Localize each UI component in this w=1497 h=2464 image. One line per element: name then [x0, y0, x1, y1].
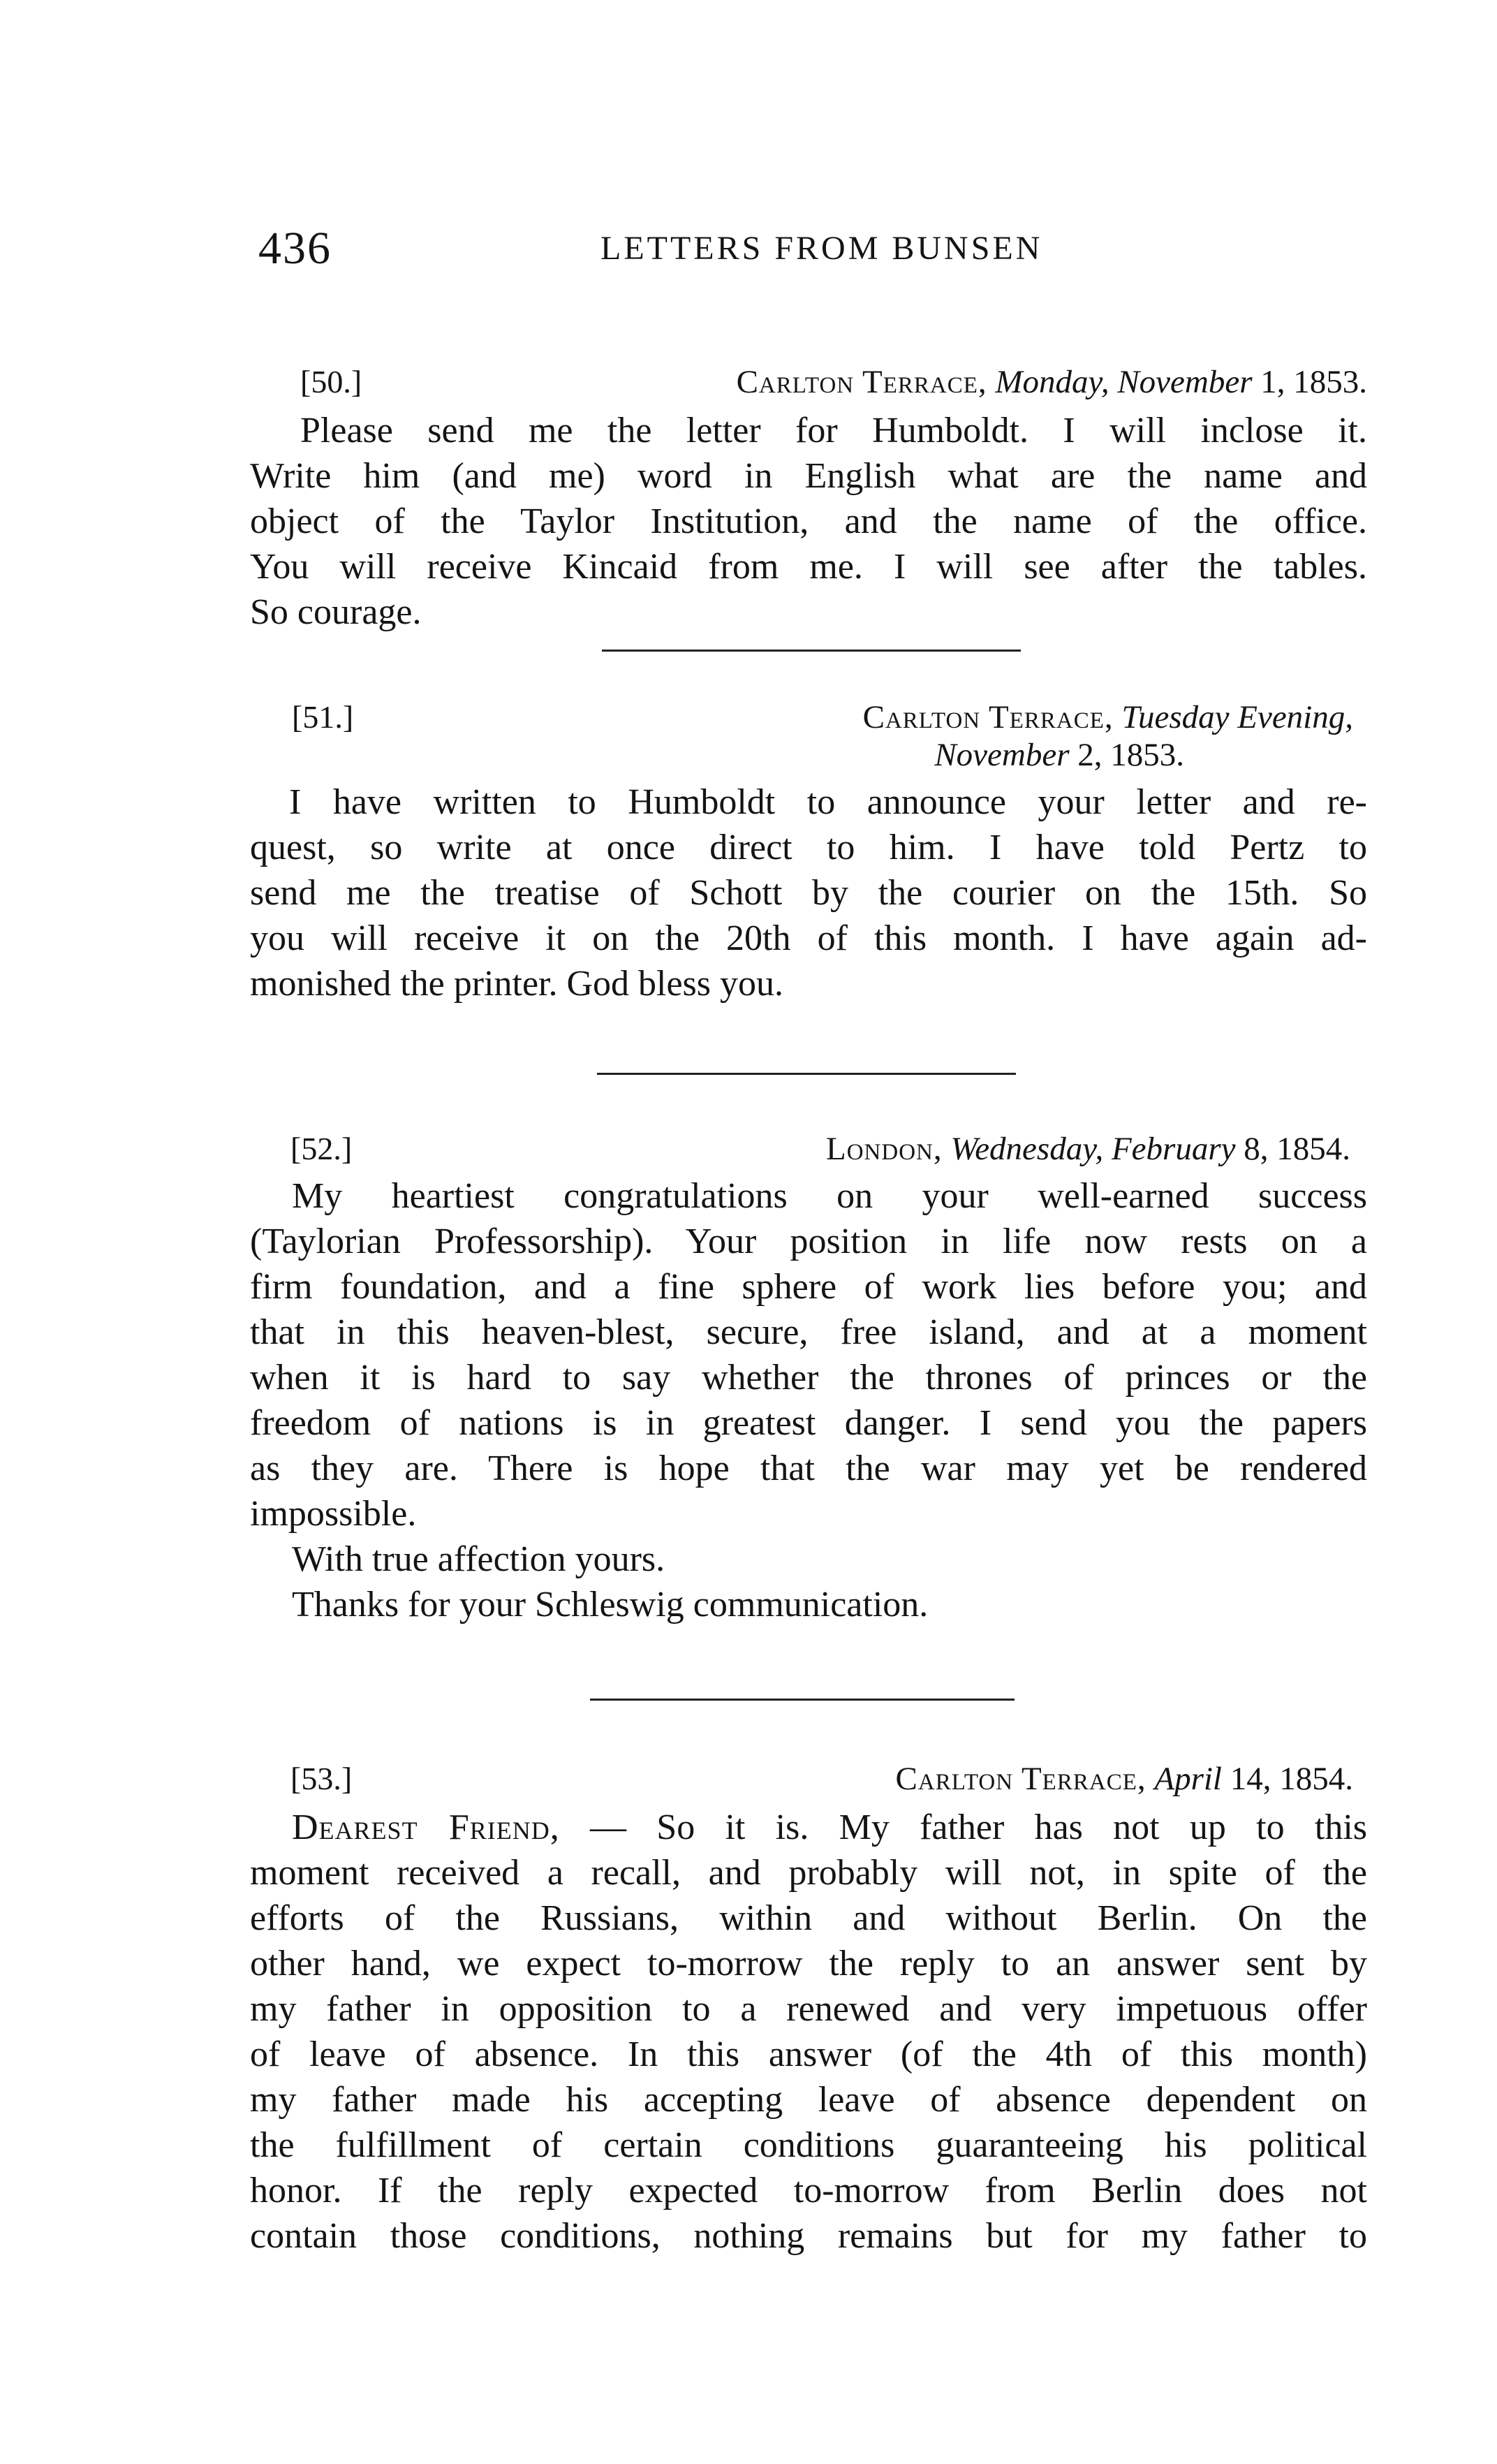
body-line: you will receive it on the 20th of this month. I have again ad- [250, 918, 1367, 958]
body-line: (Taylorian Professorship). Your position in life now rests on a [250, 1222, 1367, 1261]
body-line: monished the printer. God bless you. [250, 964, 784, 1004]
place-name: Carlton Terrace, [862, 699, 1114, 735]
salutation: Dearest Friend, [292, 1807, 560, 1847]
letter-header [250, 1760, 1367, 1809]
body-line: freedom of nations is in greatest danger. I send you the papers [250, 1403, 1367, 1443]
letter-number: [50.] [300, 364, 362, 399]
section-rule [590, 1699, 1015, 1701]
letter-dateline [863, 698, 1353, 736]
body-line: as they are. There is hope that the war may yet be rendered [250, 1449, 1367, 1488]
date-text: Tuesday Evening, [1121, 699, 1353, 735]
place-name: London, [825, 1131, 943, 1167]
body-line: quest, so write at once direct to him. I have told Pertz to [250, 828, 1367, 867]
postscript-line: Thanks for your Schleswig communication. [292, 1585, 929, 1625]
body-line: firm foundation, and a fine sphere of work lies before you; and [250, 1267, 1367, 1307]
letter-52 [250, 1130, 1367, 1627]
body-line: my father made his accepting leave of absence dependent on [250, 2080, 1367, 2120]
running-head [258, 222, 1362, 285]
letter-number: [53.] [290, 1761, 353, 1796]
place-name: Carlton Terrace, [736, 364, 987, 400]
section-rule [602, 650, 1021, 652]
body-line: when it is hard to say whether the thrones of princes or the [250, 1358, 1367, 1398]
body-line-text: — So it is. My father has not up to this [590, 1807, 1368, 1847]
letter-body [250, 408, 1367, 635]
letter-header [250, 1130, 1367, 1179]
date-text: Wednesday, February [950, 1131, 1236, 1167]
letter-50 [250, 363, 1367, 635]
date-tail: 2, 1853. [1077, 737, 1184, 773]
body-line: the fulfillment of certain conditions guaranteeing his political [250, 2125, 1367, 2165]
body-line: moment received a recall, and probably will not, in spite of the [250, 1853, 1367, 1893]
body-line: honor. If the reply expected to-morrow from Berlin does not [250, 2171, 1367, 2210]
section-rule [597, 1073, 1016, 1075]
letter-header [250, 698, 1367, 782]
letter-dateline-continued [934, 736, 1184, 774]
body-line: send me the treatise of Schott by the courier on the 15th. So [250, 873, 1367, 913]
letter-number: [51.] [292, 699, 354, 735]
date-tail: 1, 1853. [1260, 364, 1367, 400]
letter-body [250, 1173, 1367, 1627]
date-text: April [1154, 1761, 1222, 1797]
body-line: other hand, we expect to-morrow the reply to an answer sent by [250, 1944, 1367, 1983]
body-line: So courage. [250, 592, 422, 632]
body-line: I have written to Humboldt to announce your letter and re- [289, 782, 1367, 822]
letter-number: [52.] [290, 1131, 353, 1166]
body-line: efforts of the Russians, within and without Berlin. On the [250, 1898, 1367, 1938]
body-line: my father in opposition to a renewed and very impetuous offer [250, 1989, 1367, 2029]
body-line: You will receive Kincaid from me. I will see after the tables. [250, 547, 1367, 587]
page-number: 436 [258, 223, 332, 274]
letter-dateline [826, 1130, 1350, 1168]
body-line: of leave of absence. In this answer (of the 4th of this month) [250, 2034, 1367, 2074]
body-line: contain those conditions, nothing remains but for my father to [250, 2216, 1367, 2256]
letter-body [250, 1805, 1367, 2259]
running-title: LETTERS FROM BUNSEN [600, 230, 1043, 267]
closing-line: With true affection yours. [292, 1539, 665, 1579]
body-line: impossible. [250, 1494, 417, 1534]
body-line: that in this heaven-blest, secure, free island, and at a moment [250, 1312, 1367, 1352]
letter-body [250, 779, 1367, 1006]
letter-dateline [896, 1760, 1353, 1798]
date-text: Monday, November [995, 364, 1253, 400]
letter-51 [250, 698, 1367, 1006]
date-text: November [934, 737, 1070, 773]
date-tail: 8, 1854. [1244, 1131, 1350, 1167]
body-line [250, 1805, 1367, 1850]
date-tail: 14, 1854. [1230, 1761, 1353, 1797]
letter-53 [250, 1760, 1367, 2259]
body-line: Please send me the letter for Humboldt. I will inclose it. [300, 411, 1367, 450]
letter-header [250, 363, 1367, 412]
letter-dateline [737, 363, 1367, 401]
place-name: Carlton Terrace, [895, 1761, 1146, 1797]
body-line: Write him (and me) word in English what are the name and [250, 456, 1367, 496]
body-line: My heartiest congratulations on your well-earned success [292, 1176, 1367, 1216]
body-line: object of the Taylor Institution, and the name of the office. [250, 501, 1367, 541]
